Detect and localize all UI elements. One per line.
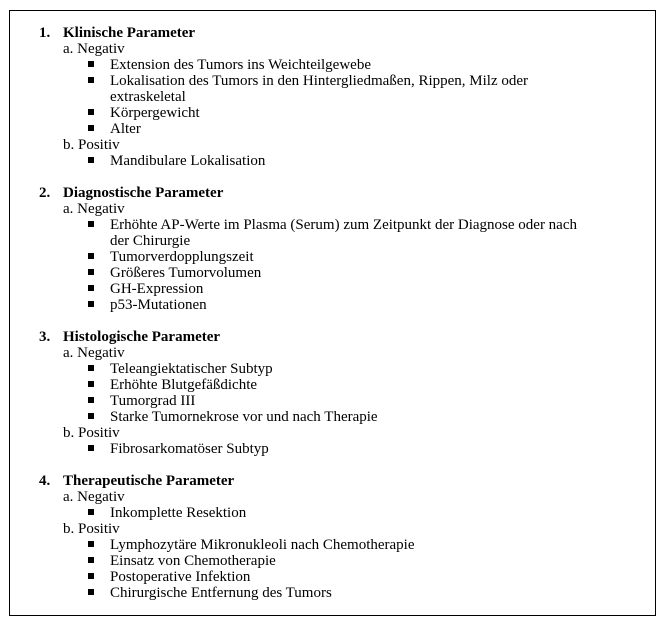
list-item: [88, 297, 590, 313]
list-item-text: Postoperative Infektion: [110, 569, 251, 585]
list-item-text: Größeres Tumorvolumen: [110, 265, 262, 281]
group-label: b. Positiv: [63, 137, 120, 153]
list-item: [88, 537, 590, 553]
list-item: [88, 505, 590, 521]
list-item-text: Einsatz von Chemotherapie: [110, 553, 276, 569]
section-title: Klinische Parameter: [63, 25, 196, 41]
square-bullet-icon: [88, 157, 94, 163]
section-heading: [39, 25, 639, 41]
section: [39, 329, 639, 457]
section-heading: [39, 185, 639, 201]
item-list: [39, 57, 639, 137]
list-item: [88, 73, 590, 105]
list-item: [88, 281, 590, 297]
list-item: [88, 121, 590, 137]
parameter-list: [39, 25, 639, 601]
list-item: [88, 105, 590, 121]
list-item: [88, 585, 590, 601]
item-list: [39, 217, 639, 313]
item-list: [39, 505, 639, 521]
section-number: 3.: [39, 329, 51, 345]
square-bullet-icon: [88, 301, 94, 307]
group-label: b. Positiv: [63, 521, 120, 537]
list-item: [88, 361, 590, 377]
group-label: a. Negativ: [63, 345, 125, 361]
square-bullet-icon: [88, 253, 94, 259]
list-item: [88, 553, 590, 569]
section-number: 4.: [39, 473, 51, 489]
list-item-text: Chirurgische Entfernung des Tumors: [110, 585, 332, 601]
section-title: Diagnostische Parameter: [63, 185, 224, 201]
section-heading: [39, 329, 639, 345]
square-bullet-icon: [88, 77, 94, 83]
list-item: [88, 153, 590, 169]
square-bullet-icon: [88, 285, 94, 291]
section-title: Therapeutische Parameter: [63, 473, 235, 489]
section-heading: [39, 473, 639, 489]
list-item: [88, 377, 590, 393]
list-item-text: Erhöhte Blutgefäßdichte: [110, 377, 258, 393]
square-bullet-icon: [88, 61, 94, 67]
square-bullet-icon: [88, 509, 94, 515]
item-list: [39, 441, 639, 457]
list-item: [88, 409, 590, 425]
square-bullet-icon: [88, 557, 94, 563]
list-item: [88, 441, 590, 457]
square-bullet-icon: [88, 269, 94, 275]
square-bullet-icon: [88, 445, 94, 451]
item-list: [39, 361, 639, 425]
list-item-text: GH-Expression: [110, 281, 204, 297]
square-bullet-icon: [88, 221, 94, 227]
square-bullet-icon: [88, 413, 94, 419]
square-bullet-icon: [88, 397, 94, 403]
group-label: a. Negativ: [63, 489, 125, 505]
square-bullet-icon: [88, 365, 94, 371]
list-item-text: Fibrosarkomatöser Subtyp: [110, 441, 269, 457]
list-item-text: Körpergewicht: [110, 105, 200, 121]
list-item-text: Tumorverdopplungszeit: [110, 249, 254, 265]
square-bullet-icon: [88, 109, 94, 115]
section-number: 1.: [39, 25, 51, 41]
section: [39, 185, 639, 313]
list-item-text: Alter: [110, 121, 141, 137]
group-label: a. Negativ: [63, 201, 125, 217]
item-list: [39, 537, 639, 601]
square-bullet-icon: [88, 589, 94, 595]
list-item-text: Starke Tumornekrose vor und nach Therapie: [110, 409, 378, 425]
list-item: [88, 393, 590, 409]
list-item-text: Lokalisation des Tumors in den Hintergliedmaßen, Rippen, Milz oder extraskeletal: [110, 73, 529, 105]
list-item-text: Mandibulare Lokalisation: [110, 153, 266, 169]
section-number: 2.: [39, 185, 51, 201]
list-item: [88, 217, 590, 249]
list-item-text: Teleangiektatischer Subtyp: [110, 361, 273, 377]
section-title: Histologische Parameter: [63, 329, 221, 345]
square-bullet-icon: [88, 573, 94, 579]
list-item-text: Tumorgrad III: [110, 393, 196, 409]
group-label: b. Positiv: [63, 425, 120, 441]
section: [39, 473, 639, 601]
list-item: [88, 569, 590, 585]
list-item-text: Erhöhte AP-Werte im Plasma (Serum) zum Zeitpunkt der Diagnose oder nach der Chirurgie: [110, 217, 577, 249]
list-item-text: p53-Mutationen: [110, 297, 207, 313]
square-bullet-icon: [88, 541, 94, 547]
list-item-text: Lymphozytäre Mikronukleoli nach Chemotherapie: [110, 537, 415, 553]
section: [39, 25, 639, 169]
list-item-text: Extension des Tumors ins Weichteilgewebe: [110, 57, 371, 73]
list-item-text: Inkomplette Resektion: [110, 505, 247, 521]
list-item: [88, 265, 590, 281]
square-bullet-icon: [88, 125, 94, 131]
group-label: a. Negativ: [63, 41, 125, 57]
item-list: [39, 153, 639, 169]
list-item: [88, 249, 590, 265]
square-bullet-icon: [88, 381, 94, 387]
list-item: [88, 57, 590, 73]
